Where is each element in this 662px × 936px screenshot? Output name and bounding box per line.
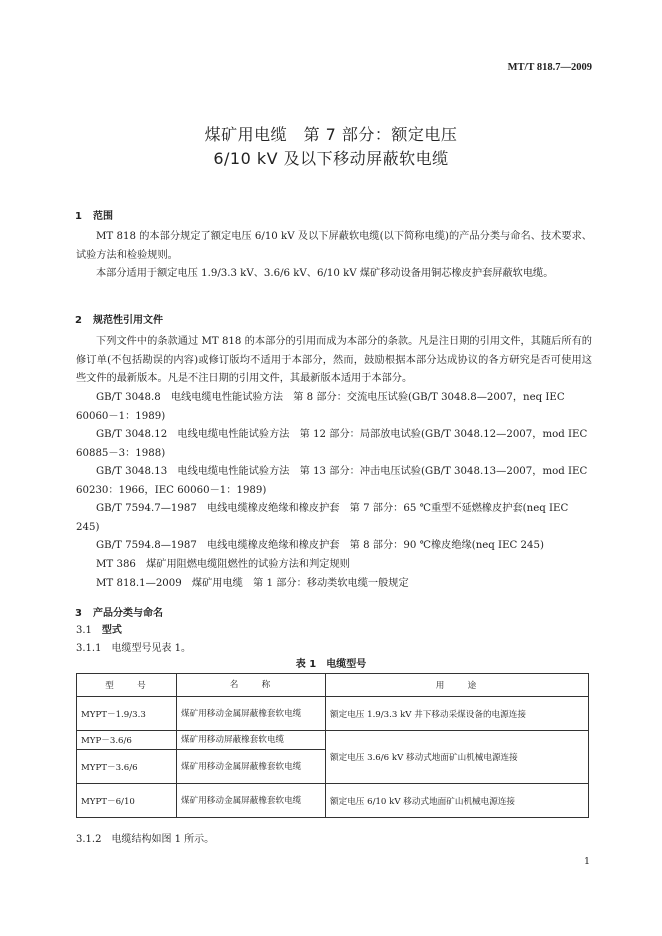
table-row [77, 784, 589, 818]
reference-text: GB/T 3048.12 电线电缆电性能试验方法 第 12 部分：局部放电试验(GB/T 3048.12—2007，mod IEC 60885－3：1988) [76, 429, 588, 459]
reference-text: GB/T 3048.13 电线电缆电性能试验方法 第 13 部分：冲击电压试验(GB/T 3048.13—2007，mod IEC 60230：1966，IEC 60060－1：1989) [76, 466, 588, 496]
paragraph-normative-refs [76, 333, 592, 389]
cell-use: 额定电压 6/10 kV 移动式地面矿山机械电源连接 [326, 784, 589, 818]
section-title: 产品分类与命名 [93, 608, 163, 619]
document-title-line2: 6/10 kV 及以下移动屏蔽软电缆 [213, 149, 449, 168]
paragraph-scope-1 [76, 228, 592, 265]
paragraph-text: 本部分适用于额定电压 1.9/3.3 kV、3.6/6 kV、6/10 kV 煤矿移动设备用铜芯橡皮护套屏蔽软电缆。 [96, 268, 554, 279]
section-number: 1 [75, 211, 82, 222]
subsection-text: 电缆型号见表 1。 [111, 643, 191, 654]
cell-model: MYP－3.6/6 [77, 731, 177, 750]
reference-item [76, 426, 592, 463]
paragraph-scope-2 [76, 265, 592, 284]
cell-use: 额定电压 1.9/3.3 kV 井下移动采煤设备的电源连接 [326, 697, 589, 731]
subsection-number: 3.1.2 [76, 834, 102, 845]
reference-item [76, 463, 592, 500]
cell-use: 额定电压 3.6/6 kV 移动式地面矿山机械电源连接 [326, 731, 589, 784]
subsection-3-1 [76, 621, 122, 636]
cable-model-table [76, 673, 589, 818]
reference-text: GB/T 7594.7—1987 电线电缆橡皮绝缘和橡皮护套 第 7 部分：65 ℃重型不延燃橡皮护套(neq IEC 245) [76, 503, 569, 533]
column-header-use: 用 途 [326, 674, 589, 697]
subsection-3-1-1 [76, 639, 191, 654]
section-number: 3 [75, 608, 82, 619]
cell-name: 煤矿用移动金属屏蔽橡套软电缆 [177, 697, 326, 731]
cell-model: MYPT－1.9/3.3 [77, 697, 177, 731]
reference-item [76, 389, 592, 426]
table-header-row [77, 674, 589, 697]
subsection-3-1-2 [76, 830, 214, 845]
reference-text: GB/T 7594.8—1987 电线电缆橡皮绝缘和橡皮护套 第 8 部分：90 ℃橡皮绝缘(neq IEC 245) [96, 540, 544, 551]
table-caption: 表 1 电缆型号 [295, 659, 367, 670]
table-row [77, 731, 589, 750]
reference-item [76, 556, 592, 575]
paragraph-text: 下列文件中的条款通过 MT 818 的本部分的引用而成为本部分的条款。凡是注日期的引用文件，其随后所有的修订单(不包括勘误的内容)或修订版均不适用于本部分，然而，鼓励根据本部分达成协议的各方研究是否可使用这些文件的最新版本。凡是不注日期的引用文件，其最新版本适用于本部分。 [76, 336, 592, 384]
column-header-model: 型 号 [77, 674, 177, 697]
reference-item [76, 575, 592, 594]
cell-name: 煤矿用移动屏蔽橡套软电缆 [177, 731, 326, 750]
section-2-heading [75, 311, 163, 326]
reference-item [76, 537, 592, 556]
section-3-heading [75, 604, 163, 619]
section-number: 2 [75, 315, 82, 326]
reference-text: MT 818.1—2009 煤矿用电缆 第 1 部分：移动类软电缆一般规定 [96, 578, 409, 589]
reference-text: MT 386 煤矿用阻燃电缆阻燃性的试验方法和判定规则 [96, 559, 350, 570]
reference-item [76, 500, 592, 537]
subsection-number: 3.1 [76, 625, 92, 636]
subsection-text: 电缆结构如图 1 所示。 [111, 834, 215, 845]
cell-name: 煤矿用移动金属屏蔽橡套软电缆 [177, 750, 326, 784]
document-title-line1: 煤矿用电缆 第 7 部分：额定电压 [204, 125, 458, 144]
cell-model: MYPT－6/10 [77, 784, 177, 818]
reference-text: GB/T 3048.8 电线电缆电性能试验方法 第 8 部分：交流电压试验(GB/T 3048.8—2007，neq IEC 60060－1：1989) [76, 392, 565, 422]
table-row [77, 697, 589, 731]
cell-name: 煤矿用移动金属屏蔽橡套软电缆 [177, 784, 326, 818]
paragraph-text: MT 818 的本部分规定了额定电压 6/10 kV 及以下屏蔽软电缆(以下简称电缆)的产品分类与命名、技术要求、试验方法和检验规则。 [76, 231, 592, 261]
cell-model: MYPT－3.6/6 [77, 750, 177, 784]
subsection-title: 型式 [101, 625, 122, 636]
standard-code: MT/T 818.7—2009 [507, 62, 592, 73]
section-title: 范围 [93, 211, 113, 222]
section-title: 规范性引用文件 [93, 315, 163, 326]
subsection-number: 3.1.1 [76, 643, 102, 654]
section-1-heading [75, 207, 113, 222]
column-header-name: 名 称 [177, 674, 326, 697]
page-number: 1 [583, 856, 590, 867]
